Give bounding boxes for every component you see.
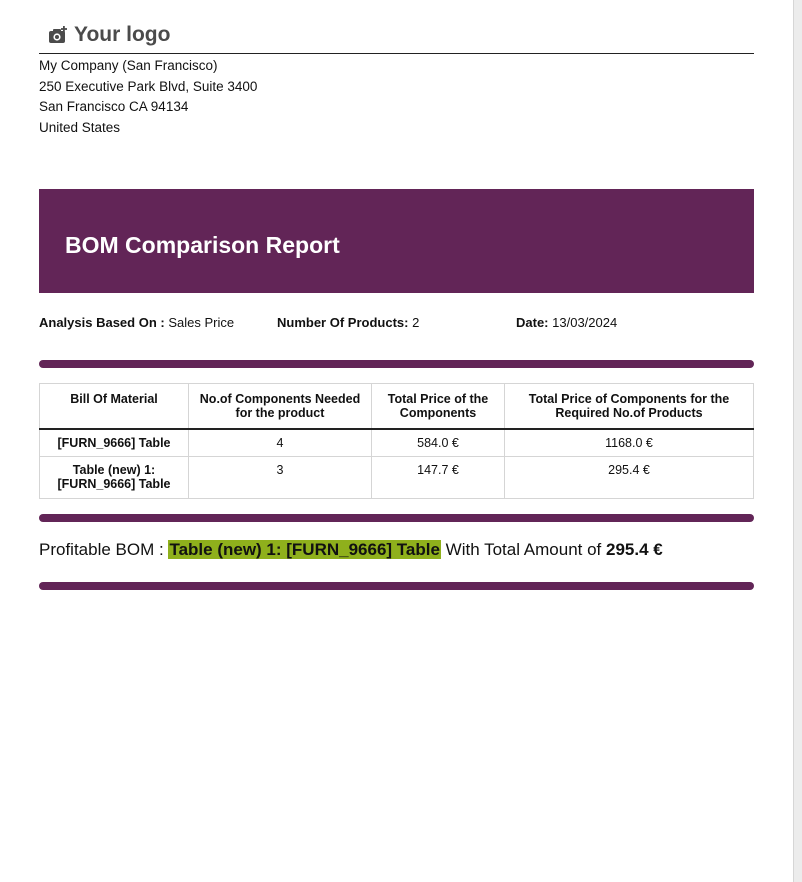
analysis-label: Analysis Based On : bbox=[39, 315, 165, 330]
analysis-basis bbox=[39, 315, 234, 330]
header-divider bbox=[39, 53, 754, 54]
company-logo bbox=[48, 22, 170, 48]
components-cell: 4 bbox=[189, 429, 372, 457]
report-banner bbox=[39, 189, 754, 293]
profitable-bom-highlight: Table (new) 1: [FURN_9666] Table bbox=[169, 540, 440, 559]
table-row bbox=[40, 429, 754, 457]
total-cell: 295.4 € bbox=[505, 457, 754, 499]
bom-comparison-table bbox=[39, 383, 754, 499]
total-amount-value: 295.4 € bbox=[606, 540, 663, 559]
company-country: United States bbox=[39, 119, 121, 135]
products-label: Number Of Products: bbox=[277, 315, 409, 330]
company-address bbox=[39, 56, 257, 138]
viewer-scroll-edge[interactable] bbox=[793, 0, 802, 882]
profitable-label: Profitable BOM : bbox=[39, 540, 164, 559]
report-date bbox=[516, 315, 617, 330]
divider-bar-bottom bbox=[39, 582, 754, 590]
products-value: 2 bbox=[412, 315, 420, 330]
price-cell: 584.0 € bbox=[372, 429, 505, 457]
number-of-products bbox=[277, 315, 419, 330]
company-street: 250 Executive Park Blvd, Suite 3400 bbox=[39, 78, 258, 94]
table-row bbox=[40, 457, 754, 499]
company-city: San Francisco CA 94134 bbox=[39, 99, 189, 114]
column-header-price: Total Price of the Components bbox=[372, 384, 505, 430]
bom-name-cell: [FURN_9666] Table bbox=[40, 429, 189, 457]
total-cell: 1168.0 € bbox=[505, 429, 754, 457]
date-value: 13/03/2024 bbox=[552, 315, 618, 330]
camera-plus-icon bbox=[48, 26, 68, 44]
table-header-row bbox=[40, 384, 754, 430]
bom-name-cell: Table (new) 1: [FURN_9666] Table bbox=[40, 457, 189, 499]
total-amount-label: With Total Amount of bbox=[445, 540, 602, 559]
column-header-bom: Bill Of Material bbox=[40, 384, 189, 430]
analysis-value: Sales Price bbox=[168, 315, 235, 330]
divider-bar-middle bbox=[39, 514, 754, 522]
profitable-bom-summary bbox=[39, 540, 663, 560]
price-cell: 147.7 € bbox=[372, 457, 505, 499]
logo-text: Your logo bbox=[74, 23, 171, 46]
report-title: BOM Comparison Report bbox=[65, 232, 340, 258]
column-header-total: Total Price of Components for the Required No.of Products bbox=[505, 384, 754, 430]
components-cell: 3 bbox=[189, 457, 372, 499]
divider-bar-top bbox=[39, 360, 754, 368]
column-header-components: No.of Components Needed for the product bbox=[189, 384, 372, 430]
date-label: Date: bbox=[516, 315, 549, 330]
company-name: My Company (San Francisco) bbox=[39, 58, 218, 73]
